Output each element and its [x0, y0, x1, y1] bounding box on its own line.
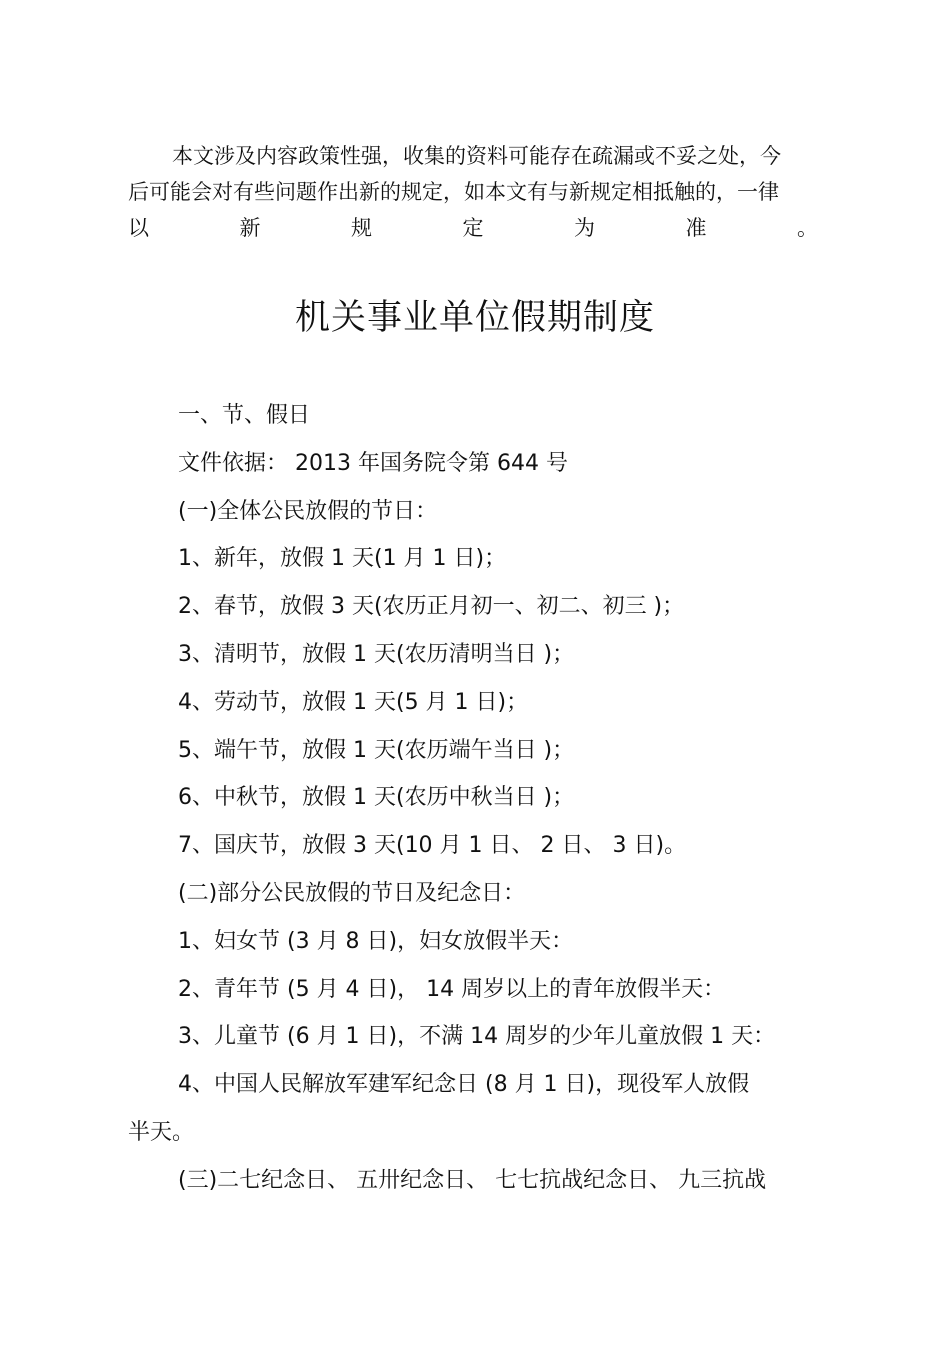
list-item: 5、端午节，放假 1 天(农历端午当日 )； — [178, 737, 575, 763]
disclaimer-char: 为 — [574, 216, 595, 240]
document-title: 机关事业单位假期制度 — [294, 298, 655, 338]
disclaimer-char: 准 — [685, 216, 707, 240]
disclaimer-paragraph — [128, 138, 818, 246]
list-item-continuation: 半天。 — [128, 1119, 195, 1145]
subsection-heading: (二)部分公民放假的节日及纪念日： — [178, 880, 526, 906]
list-item: 2、青年节 (5 月 4 日)， 14 周岁以上的青年放假半天： — [178, 976, 726, 1002]
list-item: 6、中秋节，放假 1 天(农历中秋当日 )； — [178, 785, 575, 811]
disclaimer-char: 规 — [351, 216, 372, 240]
list-item: 1、妇女节 (3 月 8 日)，妇女放假半天： — [178, 928, 574, 954]
list-item: 2、春节，放假 3 天(农历正月初一、初二、初三 )； — [178, 594, 685, 620]
basis-line: 文件依据： 2013 年国务院令第 644 号 — [178, 450, 568, 476]
list-item: 7、国庆节，放假 3 天(10 月 1 日、 2 日、 3 日)。 — [178, 833, 687, 859]
disclaimer-line-1: 本文涉及内容政策性强，收集的资料可能存在疏漏或不妥之处，今 — [172, 144, 781, 168]
disclaimer-line-3 — [128, 210, 818, 246]
subsection-heading: (一)全体公民放假的节日： — [178, 498, 438, 524]
disclaimer-line-2: 后可能会对有些问题作出新的规定，如本文有与新规定相抵触的，一律 — [128, 180, 779, 204]
list-item: 4、中国人民解放军建军纪念日 (8 月 1 日)，现役军人放假 — [178, 1072, 750, 1098]
disclaimer-char: 定 — [462, 216, 484, 240]
list-item: 3、清明节，放假 1 天(农历清明当日 )； — [178, 641, 575, 667]
document-body — [128, 392, 828, 1205]
list-item: 3、儿童节 (6 月 1 日)，不满 14 周岁的少年儿童放假 1 天： — [178, 1024, 776, 1050]
section-heading: 一、节、假日 — [178, 403, 311, 428]
disclaimer-char: 。 — [797, 216, 818, 240]
list-item: 4、劳动节，放假 1 天(5 月 1 日)； — [178, 689, 529, 715]
disclaimer-char: 新 — [239, 216, 261, 240]
disclaimer-char: 以 — [128, 216, 149, 240]
subsection-heading: (三)二七纪念日、 五卅纪念日、 七七抗战纪念日、 九三抗战 — [178, 1167, 767, 1193]
list-item: 1、新年，放假 1 天(1 月 1 日)； — [178, 546, 507, 572]
